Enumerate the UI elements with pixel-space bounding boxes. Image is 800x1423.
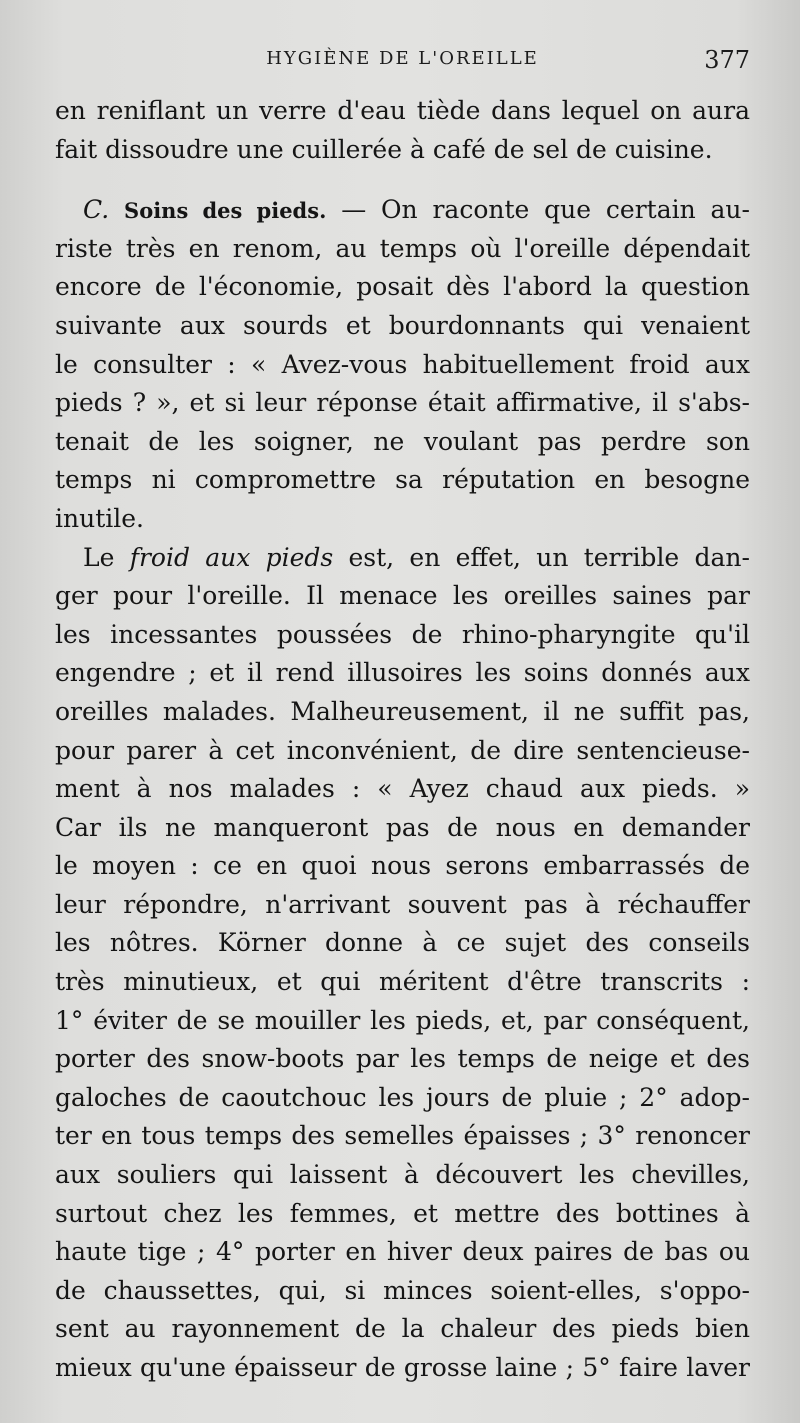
section-heading: Soins des pieds.: [124, 198, 327, 224]
text-line: ter en tous temps des semelles épaisses ; 3° renoncer: [55, 1121, 750, 1151]
text-line: temps ni compromettre sa réputation en besogne: [55, 465, 750, 495]
paragraph-start-line: [55, 539, 750, 578]
text-fragment: Le: [83, 542, 115, 572]
text-line: le moyen : ce en quoi nous serons embarrassés de: [55, 851, 750, 881]
text-fragment: — On raconte que certain au-: [341, 195, 750, 225]
running-title: HYGIÈNE DE L'OREILLE: [266, 48, 539, 69]
body-text: [55, 92, 750, 1388]
text-line: en reniflant un verre d'eau tiède dans lequel on aura: [55, 96, 750, 125]
text-line: pieds ? », et si leur réponse était affirmative, il s'abs-: [55, 388, 750, 418]
text-line: ment à nos malades : « Ayez chaud aux pieds. »: [55, 774, 750, 804]
section-label: C.: [83, 195, 110, 225]
italic-phrase: froid aux pieds: [129, 542, 334, 572]
text-line: engendre ; et il rend illusoires les soins donnés aux: [55, 658, 750, 688]
text-line: 1° éviter de se mouiller les pieds, et, par conséquent,: [55, 1005, 750, 1035]
text-line: ger pour l'oreille. Il menace les oreilles saines par: [55, 581, 750, 611]
text-line: leur répondre, n'arrivant souvent pas à réchauffer: [55, 889, 750, 919]
text-line: Car ils ne manqueront pas de nous en demander: [55, 812, 750, 842]
section-heading-line: [55, 191, 750, 230]
text-line: aux souliers qui laissent à découvert les chevilles,: [55, 1160, 750, 1190]
text-line: de chaussettes, qui, si minces soient-elles, s'oppo-: [55, 1275, 750, 1305]
text-line: encore de l'économie, posait dès l'abord la question: [55, 272, 750, 302]
text-line: très minutieux, et qui méritent d'être transcrits :: [55, 967, 750, 997]
text-line: sent au rayonnement de la chaleur des pieds bien: [55, 1314, 750, 1344]
text-line: tenait de les soigner, ne voulant pas perdre son: [55, 426, 750, 456]
paragraph-gap: [55, 169, 750, 191]
text-line: haute tige ; 4° porter en hiver deux paires de bas ou: [55, 1237, 750, 1267]
page-number: 377: [704, 46, 750, 74]
text-line: les nôtres. Körner donne à ce sujet des conseils: [55, 928, 750, 958]
text-line: inutile.: [55, 503, 144, 533]
page-header: [55, 44, 750, 80]
text-line: riste très en renom, au temps où l'oreille dépendait: [55, 233, 750, 263]
text-line: mieux qu'une épaisseur de grosse laine ; 5° faire laver: [55, 1353, 750, 1382]
text-line: oreilles malades. Malheureusement, il ne suffit pas,: [55, 696, 750, 726]
text-line: galoches de caoutchouc les jours de pluie ; 2° adop-: [55, 1082, 750, 1112]
text-line: surtout chez les femmes, et mettre des bottines à: [55, 1198, 750, 1228]
text-line: le consulter : « Avez-vous habituellement froid aux: [55, 349, 750, 379]
text-line: fait dissoudre une cuillerée à café de sel de cuisine.: [55, 134, 713, 164]
text-line: suivante aux sourds et bourdonnants qui venaient: [55, 310, 750, 340]
text-line: les incessantes poussées de rhino-pharyngite qu'il: [55, 619, 750, 649]
text-fragment: est, en effet, un terrible dan-: [348, 542, 750, 572]
text-line: porter des snow-boots par les temps de neige et des: [55, 1044, 750, 1074]
text-line: pour parer à cet inconvénient, de dire sentencieuse-: [55, 735, 750, 765]
